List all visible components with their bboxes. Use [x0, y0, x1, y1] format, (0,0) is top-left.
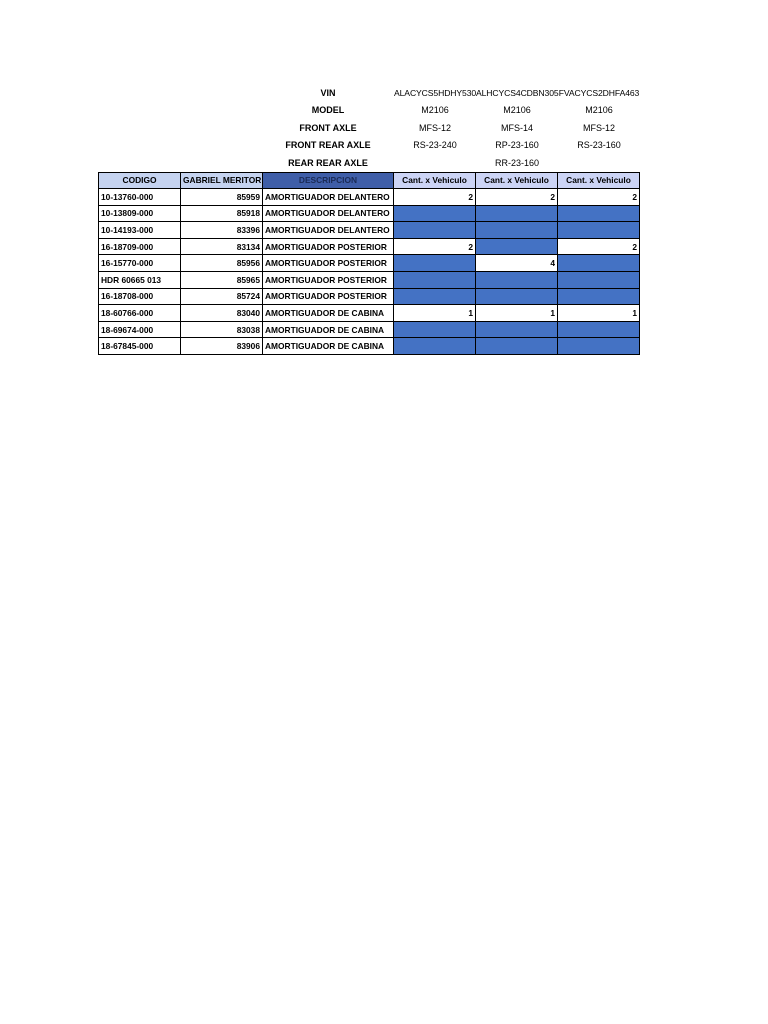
- header-value: MFS-14: [500, 122, 533, 133]
- column-header-qty: Cant. x Vehiculo: [476, 172, 558, 189]
- header-value: MFS-12: [582, 122, 615, 133]
- cell-gabriel-meritor[interactable]: 83396: [181, 222, 263, 239]
- cell-qty[interactable]: [476, 222, 558, 239]
- header-value: RR-23-160: [494, 157, 540, 168]
- cell-descripcion[interactable]: AMORTIGUADOR DELANTERO: [263, 222, 394, 239]
- cell-qty[interactable]: [476, 321, 558, 338]
- table-row: [99, 222, 640, 239]
- table-row: [99, 205, 640, 222]
- cell-qty[interactable]: 2: [558, 238, 640, 255]
- cell-gabriel-meritor[interactable]: 85724: [181, 288, 263, 305]
- cell-codigo[interactable]: 16-18708-000: [99, 288, 181, 305]
- header-row-model: [98, 102, 640, 120]
- column-header-qty: Cant. x Vehiculo: [558, 172, 640, 189]
- header-value: M2106: [421, 105, 449, 116]
- cell-codigo[interactable]: 18-60766-000: [99, 305, 181, 322]
- cell-descripcion[interactable]: AMORTIGUADOR POSTERIOR: [263, 272, 394, 289]
- cell-qty[interactable]: [394, 205, 476, 222]
- cell-descripcion[interactable]: AMORTIGUADOR DE CABINA: [263, 338, 394, 355]
- header-value: FVACYCS2DHFA463: [558, 87, 640, 98]
- cell-codigo[interactable]: 16-18709-000: [99, 238, 181, 255]
- cell-qty[interactable]: [476, 288, 558, 305]
- column-header-gabriel-meritor: GABRIEL MERITOR: [181, 172, 263, 189]
- cell-gabriel-meritor[interactable]: 83038: [181, 321, 263, 338]
- table-row: [99, 272, 640, 289]
- cell-qty[interactable]: 2: [394, 238, 476, 255]
- header-value: RS-23-160: [577, 140, 621, 151]
- column-header-descripcion: DESCRIPCION: [263, 172, 394, 189]
- header-value: M2106: [585, 105, 613, 116]
- cell-qty[interactable]: [558, 255, 640, 272]
- cell-qty[interactable]: 2: [394, 189, 476, 206]
- cell-qty[interactable]: 1: [558, 305, 640, 322]
- cell-qty[interactable]: [558, 222, 640, 239]
- cell-qty[interactable]: [558, 288, 640, 305]
- cell-gabriel-meritor[interactable]: 83134: [181, 238, 263, 255]
- cell-qty[interactable]: 2: [476, 189, 558, 206]
- cell-codigo[interactable]: 18-67845-000: [99, 338, 181, 355]
- cell-gabriel-meritor[interactable]: 83906: [181, 338, 263, 355]
- cell-descripcion[interactable]: AMORTIGUADOR DE CABINA: [263, 305, 394, 322]
- header-label: FRONT AXLE: [299, 122, 357, 133]
- cell-qty[interactable]: [394, 338, 476, 355]
- cell-qty[interactable]: [476, 338, 558, 355]
- cell-codigo[interactable]: 10-13760-000: [99, 189, 181, 206]
- cell-descripcion[interactable]: AMORTIGUADOR DELANTERO: [263, 189, 394, 206]
- cell-qty[interactable]: [558, 272, 640, 289]
- header-row-front-axle: [98, 119, 640, 137]
- header-row-rear-rear-axle: [98, 154, 640, 172]
- table-row: [99, 238, 640, 255]
- header-label: MODEL: [311, 105, 345, 116]
- header-value: ALHCYCS4CDBN305: [476, 87, 559, 98]
- cell-qty[interactable]: [394, 288, 476, 305]
- cell-qty[interactable]: [476, 238, 558, 255]
- cell-descripcion[interactable]: AMORTIGUADOR DE CABINA: [263, 321, 394, 338]
- cell-qty[interactable]: [394, 255, 476, 272]
- cell-codigo[interactable]: 16-15770-000: [99, 255, 181, 272]
- column-header-codigo: CODIGO: [99, 172, 181, 189]
- header-row-vin: [98, 84, 640, 102]
- header-label: VIN: [320, 87, 336, 98]
- table-row: [99, 321, 640, 338]
- cell-qty[interactable]: [476, 272, 558, 289]
- header-label: REAR REAR AXLE: [288, 157, 368, 168]
- header-value: M2106: [503, 105, 531, 116]
- cell-descripcion[interactable]: AMORTIGUADOR POSTERIOR: [263, 238, 394, 255]
- cell-qty[interactable]: [558, 321, 640, 338]
- cell-qty[interactable]: 1: [476, 305, 558, 322]
- cell-qty[interactable]: [558, 205, 640, 222]
- cell-gabriel-meritor[interactable]: 85918: [181, 205, 263, 222]
- cell-codigo[interactable]: 10-13809-000: [99, 205, 181, 222]
- cell-descripcion[interactable]: AMORTIGUADOR POSTERIOR: [263, 255, 394, 272]
- table-row: [99, 305, 640, 322]
- cell-codigo[interactable]: 10-14193-000: [99, 222, 181, 239]
- cell-gabriel-meritor[interactable]: 85959: [181, 189, 263, 206]
- header-value: MFS-12: [418, 122, 451, 133]
- cell-qty[interactable]: [394, 222, 476, 239]
- cell-gabriel-meritor[interactable]: 85965: [181, 272, 263, 289]
- cell-qty[interactable]: [558, 338, 640, 355]
- cell-codigo[interactable]: 18-69674-000: [99, 321, 181, 338]
- cell-qty[interactable]: [394, 321, 476, 338]
- cell-descripcion[interactable]: AMORTIGUADOR DELANTERO: [263, 205, 394, 222]
- table-row: [99, 189, 640, 206]
- cell-qty[interactable]: [476, 205, 558, 222]
- table-row: [99, 338, 640, 355]
- cell-descripcion[interactable]: AMORTIGUADOR POSTERIOR: [263, 288, 394, 305]
- cell-qty[interactable]: 2: [558, 189, 640, 206]
- cell-gabriel-meritor[interactable]: 83040: [181, 305, 263, 322]
- header-value: RP-23-160: [495, 140, 539, 151]
- table-row: [99, 255, 640, 272]
- header-value: ALACYCS5HDHY530: [394, 87, 477, 98]
- cell-qty[interactable]: 4: [476, 255, 558, 272]
- table-row: [99, 288, 640, 305]
- parts-table: [98, 172, 640, 356]
- vehicle-spec-header: [98, 84, 640, 172]
- header-label: FRONT REAR AXLE: [285, 140, 371, 151]
- spreadsheet: [98, 84, 640, 355]
- cell-codigo[interactable]: HDR 60665 013: [99, 272, 181, 289]
- column-header-qty: Cant. x Vehiculo: [394, 172, 476, 189]
- cell-qty[interactable]: [394, 272, 476, 289]
- cell-gabriel-meritor[interactable]: 85956: [181, 255, 263, 272]
- cell-qty[interactable]: 1: [394, 305, 476, 322]
- header-value: RS-23-240: [413, 140, 457, 151]
- header-row-front-rear-axle: [98, 137, 640, 155]
- table-header-row: [99, 172, 640, 189]
